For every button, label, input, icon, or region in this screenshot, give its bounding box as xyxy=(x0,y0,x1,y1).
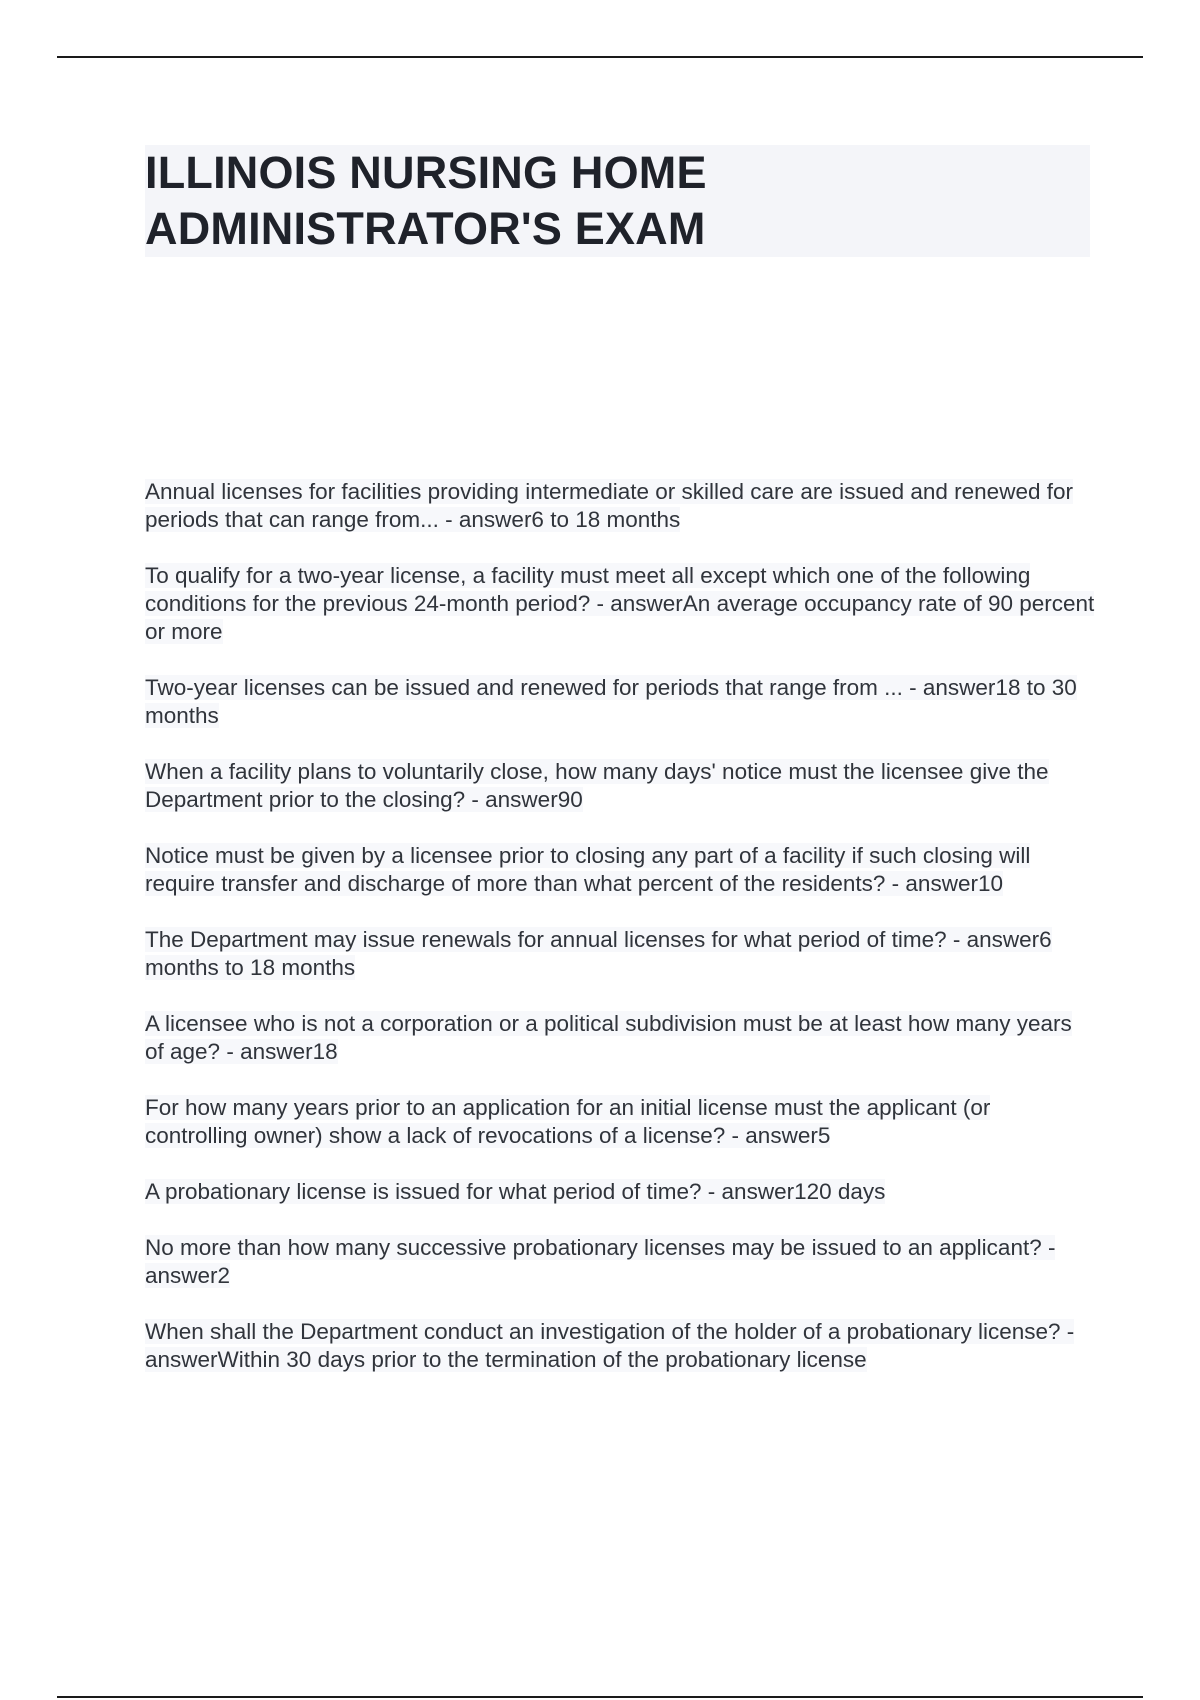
qa-item xyxy=(145,674,1095,730)
qa-text: When shall the Department conduct an investigation of the holder of a probationary license? - answerWithin 30 days prior to the termination of the probationary license xyxy=(145,1319,1075,1372)
qa-item xyxy=(145,478,1095,534)
qa-text: No more than how many successive probationary licenses may be issued to an applicant? - answer2 xyxy=(145,1235,1056,1288)
title-block xyxy=(145,145,1090,257)
qa-item xyxy=(145,1178,1095,1206)
qa-text: A probationary license is issued for what period of time? - answer120 days xyxy=(145,1179,886,1204)
qa-item xyxy=(145,1318,1095,1374)
qa-text: The Department may issue renewals for annual licenses for what period of time? - answer6 months to 18 months xyxy=(145,927,1052,980)
qa-item xyxy=(145,1010,1095,1066)
qa-item xyxy=(145,926,1095,982)
qa-text: When a facility plans to voluntarily close, how many days' notice must the licensee give the Department prior to the closing? - answer90 xyxy=(145,759,1049,812)
qa-item xyxy=(145,1234,1095,1290)
qa-item xyxy=(145,1094,1095,1150)
qa-text: Notice must be given by a licensee prior to closing any part of a facility if such closing will require transfer and discharge of more than what percent of the residents? - answer10 xyxy=(145,843,1031,896)
document-title: ILLINOIS NURSING HOME ADMINISTRATOR'S EXAM xyxy=(145,147,707,254)
qa-text: Two-year licenses can be issued and renewed for periods that range from ... - answer18 to 30 months xyxy=(145,675,1077,728)
qa-item xyxy=(145,842,1095,898)
bottom-divider xyxy=(57,1696,1143,1698)
qa-text: To qualify for a two-year license, a facility must meet all except which one of the following conditions for the previous 24-month period? - answerAn average occupancy rate of 90 percent or more xyxy=(145,563,1095,644)
qa-text: For how many years prior to an application for an initial license must the applicant (or controlling owner) show a lack of revocations of a license? - answer5 xyxy=(145,1095,991,1148)
qa-text: A licensee who is not a corporation or a political subdivision must be at least how many years of age? - answer18 xyxy=(145,1011,1072,1064)
qa-item xyxy=(145,562,1095,646)
top-divider xyxy=(57,56,1143,58)
qa-list xyxy=(145,478,1095,1402)
qa-text: Annual licenses for facilities providing intermediate or skilled care are issued and renewed for periods that can range from... - answer6 to 18 months xyxy=(145,479,1073,532)
qa-item xyxy=(145,758,1095,814)
